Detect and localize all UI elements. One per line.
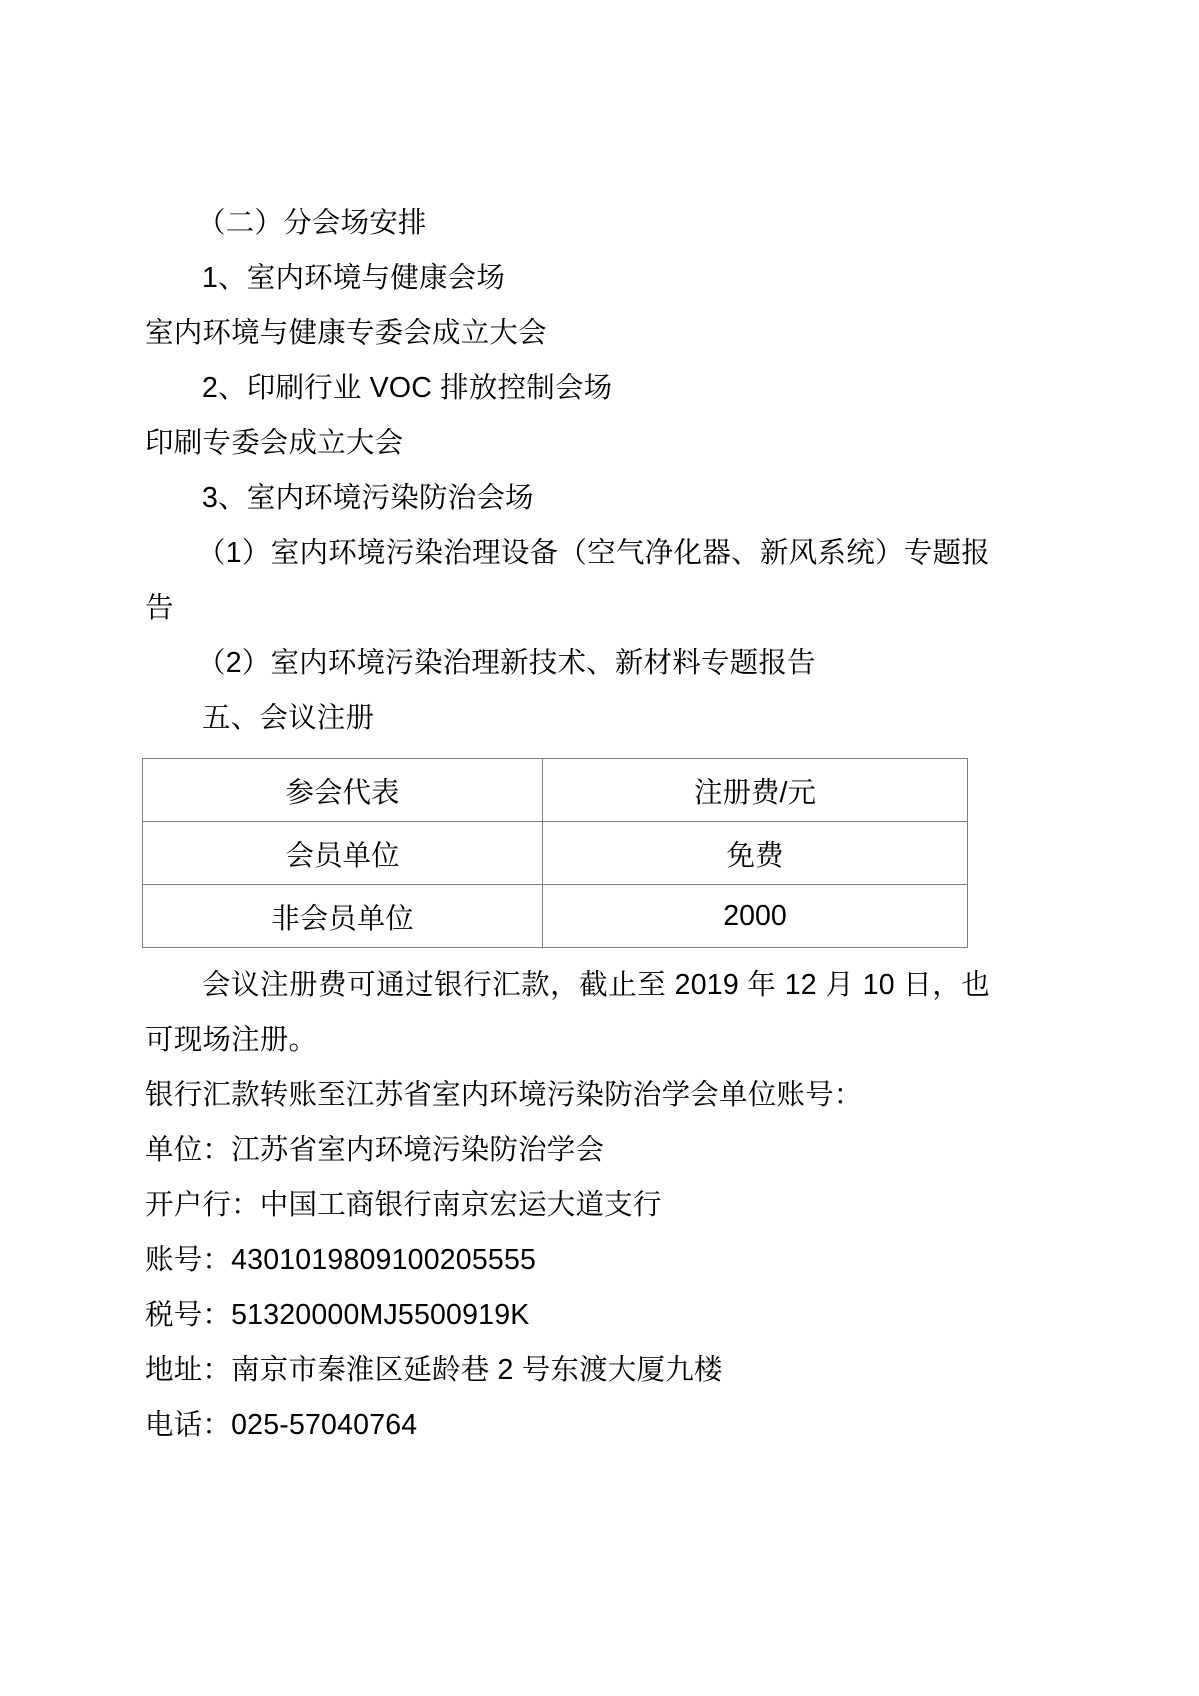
account-number: 账号：4301019809100205555 [145,1244,537,1276]
address: 地址：南京市秦淮区延龄巷 2 号东渡大厦九楼 [145,1354,723,1386]
venue-3-heading: 3、室内环境污染防治会场 [202,482,534,514]
table-header-participant: 参会代表 [143,759,543,822]
account-unit: 单位：江苏省室内环境污染防治学会 [145,1134,605,1166]
table-row [143,885,968,948]
table-cell-nonmember-fee: 2000 [543,885,968,948]
table-cell-member-unit: 会员单位 [143,822,543,885]
telephone: 电话：025-57040764 [145,1409,418,1441]
registration-fee-table-wrapper [142,758,990,948]
tax-number: 税号：51320000MJ5500919K [145,1299,530,1331]
venue-3-item-2: （2）室内环境污染治理新技术、新材料专题报告 [197,647,816,679]
table-header-row [143,759,968,822]
table-header-fee: 注册费/元 [543,759,968,822]
table-cell-member-fee: 免费 [543,822,968,885]
venue-1-item: 室内环境与健康专委会成立大会 [145,317,547,349]
venue-2-item: 印刷专委会成立大会 [145,427,404,459]
payment-deadline: 会议注册费可通过银行汇款，截止至 2019 年 12 月 10 日，也可现场注册。 [145,969,990,1056]
registration-fee-table [142,758,968,948]
transfer-instruction: 银行汇款转账至江苏省室内环境污染防治学会单位账号： [145,1079,863,1111]
venue-arrangement-heading: （二）分会场安排 [197,207,427,239]
table-cell-nonmember-unit: 非会员单位 [143,885,543,948]
account-bank: 开户行：中国工商银行南京宏运大道支行 [145,1189,662,1221]
table-row [143,822,968,885]
venue-2-heading: 2、印刷行业 VOC 排放控制会场 [202,372,613,404]
document-body [145,196,990,1453]
venue-1-heading: 1、室内环境与健康会场 [202,262,506,294]
venue-3-item-1: （1）室内环境污染治理设备（空气净化器、新风系统）专题报告 [145,537,990,624]
registration-heading: 五、会议注册 [202,702,375,734]
